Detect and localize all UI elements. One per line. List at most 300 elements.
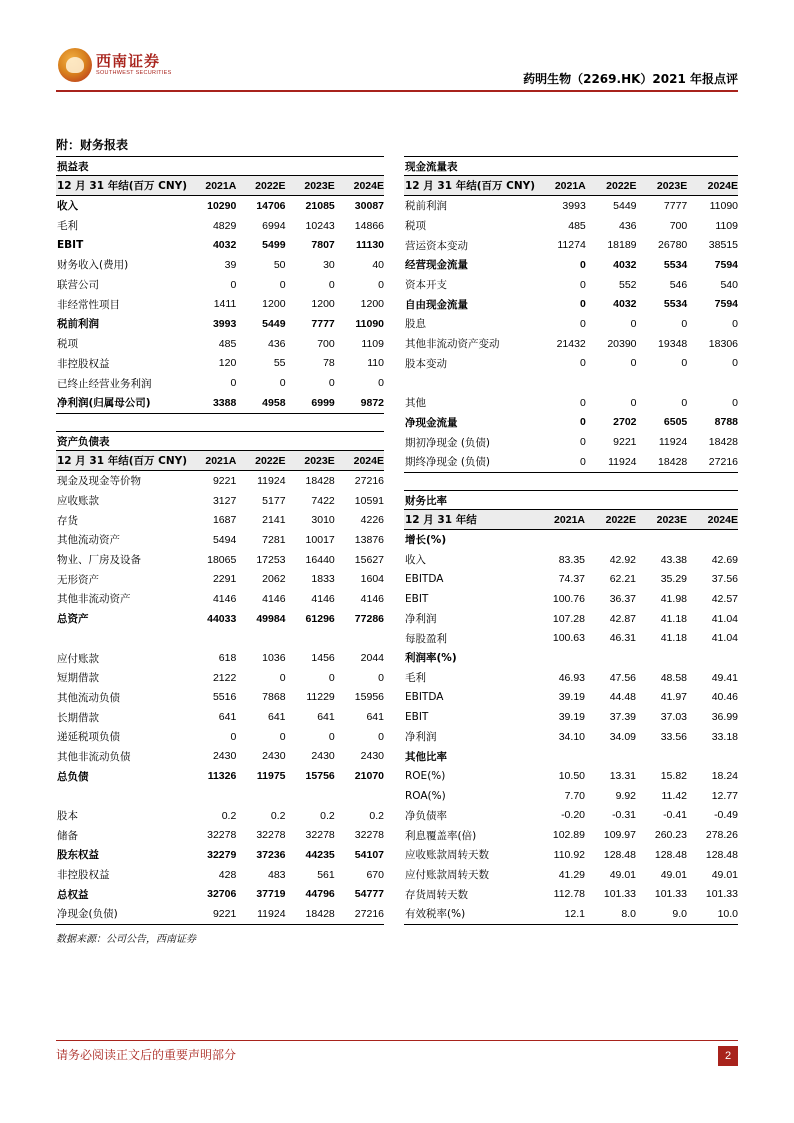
row-value: 9.0 <box>636 904 687 924</box>
logo-chinese-name: 西南证券 <box>96 52 161 70</box>
row-value: 5494 <box>212 533 237 546</box>
table-row <box>56 766 384 786</box>
row-value: 436 <box>618 219 637 232</box>
row-value: 546 <box>669 278 688 291</box>
row-label: 有效税率(%) <box>404 904 534 924</box>
financial-ratios-table <box>404 490 738 925</box>
row-value: 10290 <box>207 199 237 212</box>
row-value: 18428 <box>708 436 738 449</box>
row-value: 4032 <box>613 298 637 311</box>
row-value: 8788 <box>714 416 738 429</box>
row-value: 49.41 <box>711 671 738 684</box>
row-value: 0 <box>579 258 586 271</box>
table-row <box>404 373 738 393</box>
row-value: 7281 <box>262 533 286 546</box>
table-row <box>404 393 738 413</box>
row-value: 2044 <box>360 652 384 665</box>
row-label: 财务收入(费用) <box>57 259 129 272</box>
row-value <box>586 373 637 393</box>
row-label: 税前利润 <box>405 200 447 213</box>
table-row <box>404 648 738 668</box>
row-value <box>534 747 585 767</box>
column-header-year: 2021A <box>187 451 236 471</box>
column-header-year: 2021A <box>534 510 585 530</box>
table-title: 财务比率 <box>404 491 738 510</box>
table-row <box>404 432 738 452</box>
table-row <box>56 904 384 924</box>
row-label: 其他比率 <box>405 750 447 763</box>
row-value: 485 <box>568 219 586 232</box>
row-value: 18428 <box>286 904 335 924</box>
row-value: 49.01 <box>609 868 636 881</box>
table-row <box>56 884 384 904</box>
row-label: 总资产 <box>57 613 89 626</box>
row-label <box>404 373 535 393</box>
row-value: 0 <box>378 377 384 390</box>
row-value <box>585 648 636 668</box>
row-label: 其他非流动资产变动 <box>405 338 500 351</box>
row-value: 700 <box>317 337 335 350</box>
row-label: 净现金(负债) <box>56 904 187 924</box>
row-label: EBIT <box>405 711 429 724</box>
row-value: 641 <box>366 711 384 724</box>
row-value: 27216 <box>354 474 384 487</box>
row-value: 0 <box>732 396 738 409</box>
row-value: 74.37 <box>558 573 585 586</box>
table-row <box>56 688 384 708</box>
table-row <box>404 688 738 708</box>
row-label: 长期借款 <box>57 711 99 724</box>
row-value: 34.09 <box>609 730 636 743</box>
row-value: 32279 <box>207 848 237 861</box>
row-value: 54777 <box>354 888 384 901</box>
row-label: 经营现金流量 <box>405 259 468 272</box>
row-label: 其他流动负债 <box>57 691 120 704</box>
table-row <box>56 589 384 609</box>
row-label: 已终止经营业务利润 <box>57 377 152 390</box>
row-value: 9.92 <box>615 789 636 802</box>
row-value: 4146 <box>212 592 237 605</box>
row-value: -0.41 <box>663 809 687 822</box>
column-header-year: 2021A <box>187 176 236 196</box>
logo-emblem-icon <box>58 48 92 82</box>
row-value: 1200 <box>360 298 384 311</box>
row-value: 128.48 <box>654 848 687 861</box>
table-row <box>56 707 384 727</box>
row-value: 0 <box>378 730 384 743</box>
column-header-year: 2022E <box>236 176 285 196</box>
row-value: 7422 <box>311 494 335 507</box>
row-value: 0 <box>328 278 335 291</box>
table-row <box>404 727 738 747</box>
table-title-row <box>56 432 384 451</box>
row-value: 5534 <box>663 298 688 311</box>
row-value: 0 <box>579 396 586 409</box>
row-value: 10591 <box>354 494 384 507</box>
table-row <box>404 255 738 275</box>
row-label: 净负债率 <box>405 809 447 822</box>
table-title-row <box>404 491 738 510</box>
row-value: 37719 <box>256 888 286 901</box>
row-value: 2702 <box>613 416 637 429</box>
row-value: 2122 <box>212 671 237 684</box>
table-row <box>404 884 738 904</box>
row-value: 0 <box>681 396 688 409</box>
row-value: 5449 <box>613 199 637 212</box>
row-label <box>56 629 187 649</box>
row-value: 540 <box>720 278 738 291</box>
row-value: 101.33 <box>705 888 738 901</box>
row-value: 428 <box>218 868 237 881</box>
row-value <box>534 530 585 550</box>
table-row <box>56 550 384 570</box>
row-value: 700 <box>669 219 688 232</box>
row-value <box>636 530 687 550</box>
row-value: 2430 <box>262 750 286 763</box>
row-value: 39.19 <box>558 691 585 704</box>
table-row <box>404 196 738 216</box>
row-value: 3993 <box>562 199 586 212</box>
table-header-row <box>404 176 738 196</box>
row-value <box>236 629 285 649</box>
row-value: 41.98 <box>660 592 687 605</box>
row-value: 3993 <box>212 317 237 330</box>
row-label: 增长(%) <box>405 534 447 547</box>
row-value: 0 <box>579 436 586 449</box>
table-row <box>56 530 384 550</box>
row-value: 128.48 <box>705 848 738 861</box>
row-value: 6505 <box>663 416 688 429</box>
row-label: 非经常性项目 <box>57 298 120 311</box>
column-header-year: 2023E <box>286 451 335 471</box>
table-row <box>404 825 738 845</box>
column-header-year: 2022E <box>236 451 285 471</box>
table-row <box>56 648 384 668</box>
table-row <box>56 393 384 413</box>
row-value: 41.04 <box>711 632 738 645</box>
row-value: 101.33 <box>603 888 636 901</box>
row-value: 5499 <box>262 239 286 252</box>
column-header-year: 2022E <box>585 510 636 530</box>
row-value: 3127 <box>212 494 237 507</box>
row-value: 9221 <box>212 474 237 487</box>
row-value: 0 <box>378 278 384 291</box>
row-value: 1687 <box>212 514 237 527</box>
row-label: 股息 <box>405 318 426 331</box>
column-header-year: 2024E <box>687 176 738 196</box>
row-value: 18065 <box>207 553 237 566</box>
row-value <box>636 747 687 767</box>
row-value: 6999 <box>286 393 335 413</box>
row-value: 10017 <box>305 533 335 546</box>
row-value: 77286 <box>354 612 384 625</box>
table-title: 资产负债表 <box>56 432 384 451</box>
column-header-year: 2022E <box>586 176 637 196</box>
page-number: 2 <box>718 1046 738 1066</box>
table-row <box>404 747 738 767</box>
row-value: 6994 <box>262 219 286 232</box>
row-value: 15956 <box>354 691 384 704</box>
header-divider <box>56 90 738 92</box>
row-label: 短期借款 <box>57 672 99 685</box>
row-value: 37.56 <box>711 573 738 586</box>
table-row <box>56 373 384 393</box>
table-row <box>56 471 384 491</box>
row-value: 7594 <box>714 258 738 271</box>
table-row <box>56 334 384 354</box>
table-row <box>404 314 738 334</box>
row-value: 0 <box>579 278 586 291</box>
row-value: 26780 <box>658 239 688 252</box>
row-value: 2141 <box>262 514 286 527</box>
row-value <box>585 530 636 550</box>
row-value: 0 <box>681 317 688 330</box>
row-label: 递延税项负债 <box>57 731 120 744</box>
table-row <box>404 589 738 609</box>
row-label: 自由现金流量 <box>405 298 468 311</box>
row-value: 62.21 <box>609 573 636 586</box>
logo-english-name: SOUTHWEST SECURITIES <box>96 70 172 76</box>
row-label: 存货 <box>57 514 78 527</box>
row-value: 0 <box>230 377 237 390</box>
row-value: 11924 <box>257 474 286 487</box>
row-value: 14706 <box>256 199 286 212</box>
row-value: 2062 <box>262 573 286 586</box>
row-value: 14866 <box>354 219 384 232</box>
table-row <box>56 491 384 511</box>
column-header-label: 12 月 31 年结(百万 CNY) <box>404 176 535 196</box>
row-value: 18189 <box>607 239 637 252</box>
row-value: 7807 <box>311 239 335 252</box>
row-value: 1456 <box>311 652 335 665</box>
row-value: 36.99 <box>711 711 738 724</box>
row-value <box>236 786 285 806</box>
row-value: 0 <box>230 278 237 291</box>
table-row <box>56 786 384 806</box>
row-value: 47.56 <box>609 671 636 684</box>
row-label: 毛利 <box>405 672 426 685</box>
table-row <box>56 235 384 255</box>
row-value: 4226 <box>360 514 384 527</box>
table-row <box>404 334 738 354</box>
table-row <box>404 569 738 589</box>
row-value: -0.31 <box>612 809 636 822</box>
row-value: 44033 <box>207 612 237 625</box>
row-value: 12.77 <box>711 789 738 802</box>
row-value: 5449 <box>262 317 286 330</box>
row-label: 股本变动 <box>405 357 447 370</box>
row-label: 其他非流动资产 <box>57 593 131 606</box>
row-label: 其他非流动负债 <box>57 750 131 763</box>
row-label: 收入 <box>405 554 426 567</box>
row-value: 78 <box>323 357 335 370</box>
row-value: 11274 <box>557 239 586 252</box>
row-label: 期终净现金 (负债) <box>404 452 535 472</box>
row-value: 11.42 <box>661 789 687 802</box>
row-value: 20390 <box>607 337 637 350</box>
income-statement-table <box>56 156 384 414</box>
row-value: 109.97 <box>603 829 636 842</box>
table-row <box>56 510 384 530</box>
row-value: 37.03 <box>660 711 687 724</box>
row-value: 39 <box>224 258 237 271</box>
row-value: 436 <box>268 337 286 350</box>
row-label: 税项 <box>405 220 426 233</box>
row-value: 100.63 <box>552 632 585 645</box>
row-value: 0 <box>681 357 688 370</box>
row-value: 32278 <box>256 829 286 842</box>
row-value: 7777 <box>663 199 688 212</box>
row-label: 毛利 <box>57 220 78 233</box>
row-label: 其他 <box>405 397 426 410</box>
row-value: 41.97 <box>660 691 687 704</box>
row-value: 0 <box>279 730 286 743</box>
row-value: 0 <box>535 452 586 472</box>
table-row <box>56 569 384 589</box>
row-value: 7.70 <box>564 789 585 802</box>
column-header-year: 2024E <box>335 176 384 196</box>
table-row <box>56 747 384 767</box>
row-value: 32278 <box>305 829 335 842</box>
row-label: 总权益 <box>57 888 89 901</box>
row-value: 641 <box>317 711 335 724</box>
table-row <box>404 628 738 648</box>
row-value: 27216 <box>335 904 384 924</box>
table-row <box>404 766 738 786</box>
column-header-year: 2023E <box>286 176 335 196</box>
row-value: 0 <box>579 298 586 311</box>
row-value: 5177 <box>262 494 286 507</box>
company-logo <box>58 46 178 88</box>
row-value: 670 <box>366 868 384 881</box>
table-row <box>404 530 738 550</box>
row-value <box>187 786 236 806</box>
table-row <box>56 806 384 826</box>
row-value: 483 <box>268 868 286 881</box>
row-value: 33.56 <box>660 730 687 743</box>
section-title: 附：财务报表 <box>56 138 129 152</box>
row-label: 税项 <box>57 338 78 351</box>
column-header-year: 2021A <box>535 176 586 196</box>
row-value: 128.48 <box>603 848 636 861</box>
row-label: 净现金流量 <box>405 416 458 429</box>
row-value: 1200 <box>311 298 335 311</box>
row-value: 561 <box>317 868 335 881</box>
row-value: 4146 <box>311 592 335 605</box>
row-value: 38515 <box>708 239 738 252</box>
row-value: 18306 <box>708 337 738 350</box>
row-value: 12.1 <box>534 904 585 924</box>
row-value: 11229 <box>306 691 335 704</box>
row-value: 260.23 <box>654 829 687 842</box>
row-value: 0 <box>328 730 335 743</box>
row-label: 存货周转天数 <box>405 888 468 901</box>
row-value: 110 <box>367 357 384 370</box>
row-value: 42.57 <box>711 592 738 605</box>
row-value <box>286 629 335 649</box>
row-value: 15627 <box>354 553 384 566</box>
table-row <box>56 314 384 334</box>
row-value: 11130 <box>355 239 384 252</box>
row-value: -0.49 <box>714 809 738 822</box>
row-value: 1036 <box>262 652 286 665</box>
row-label: 储备 <box>57 829 78 842</box>
row-value: 3010 <box>311 514 335 527</box>
row-value: 4032 <box>212 239 237 252</box>
table-row <box>56 354 384 374</box>
row-value: 101.33 <box>654 888 687 901</box>
row-label: 现金及现金等价物 <box>57 475 141 488</box>
row-value <box>585 747 636 767</box>
footer-disclaimer: 请务必阅读正文后的重要声明部分 <box>56 1048 237 1062</box>
row-value: 46.31 <box>609 632 636 645</box>
row-value: 0 <box>279 671 286 684</box>
row-value: 37.39 <box>609 711 636 724</box>
row-value: 7594 <box>714 298 738 311</box>
row-label: 股本 <box>57 810 78 823</box>
row-value: 42.92 <box>609 553 636 566</box>
row-value: 44235 <box>305 848 335 861</box>
row-value: 1604 <box>360 573 384 586</box>
table-row <box>404 806 738 826</box>
table-row <box>56 609 384 629</box>
row-value: 55 <box>273 357 286 370</box>
row-label: 每股盈利 <box>405 632 447 645</box>
row-value: 0 <box>328 671 335 684</box>
row-label: 利息覆盖率(倍) <box>405 829 477 842</box>
row-value: 485 <box>218 337 237 350</box>
row-value: 48.58 <box>660 671 687 684</box>
row-value: 1411 <box>213 298 237 311</box>
row-value: 0 <box>579 416 586 429</box>
row-value: 10243 <box>305 219 335 232</box>
row-value: 27216 <box>687 452 738 472</box>
row-value <box>286 786 335 806</box>
row-value: 3388 <box>187 393 236 413</box>
row-value: 49984 <box>256 612 286 625</box>
row-value: 552 <box>618 278 637 291</box>
table-row <box>56 825 384 845</box>
row-value: 8.0 <box>585 904 636 924</box>
row-value: 4146 <box>360 592 384 605</box>
row-value: 54107 <box>354 848 384 861</box>
row-value: 10.50 <box>558 770 585 783</box>
table-row <box>56 294 384 314</box>
row-value: 0 <box>378 671 384 684</box>
table-row <box>404 707 738 727</box>
row-value: 0.2 <box>221 809 237 822</box>
row-value: 18428 <box>637 452 688 472</box>
row-value: 32278 <box>354 829 384 842</box>
row-value: 21070 <box>354 770 384 783</box>
table-row <box>56 216 384 236</box>
row-value: 44.48 <box>609 691 636 704</box>
row-value: 0 <box>732 317 738 330</box>
column-header-label: 12 月 31 年结(百万 CNY) <box>56 451 187 471</box>
table-row <box>404 845 738 865</box>
row-value <box>637 373 688 393</box>
table-row <box>404 904 738 924</box>
row-label: 资本开支 <box>405 279 447 292</box>
row-value: 102.89 <box>552 829 585 842</box>
row-value: 39.19 <box>558 711 585 724</box>
row-value: 15756 <box>305 770 335 783</box>
row-label: 联营公司 <box>57 279 99 292</box>
table-row <box>56 196 384 216</box>
row-value: 41.18 <box>660 632 687 645</box>
row-value: 43.38 <box>660 553 687 566</box>
row-value: 36.37 <box>609 592 636 605</box>
